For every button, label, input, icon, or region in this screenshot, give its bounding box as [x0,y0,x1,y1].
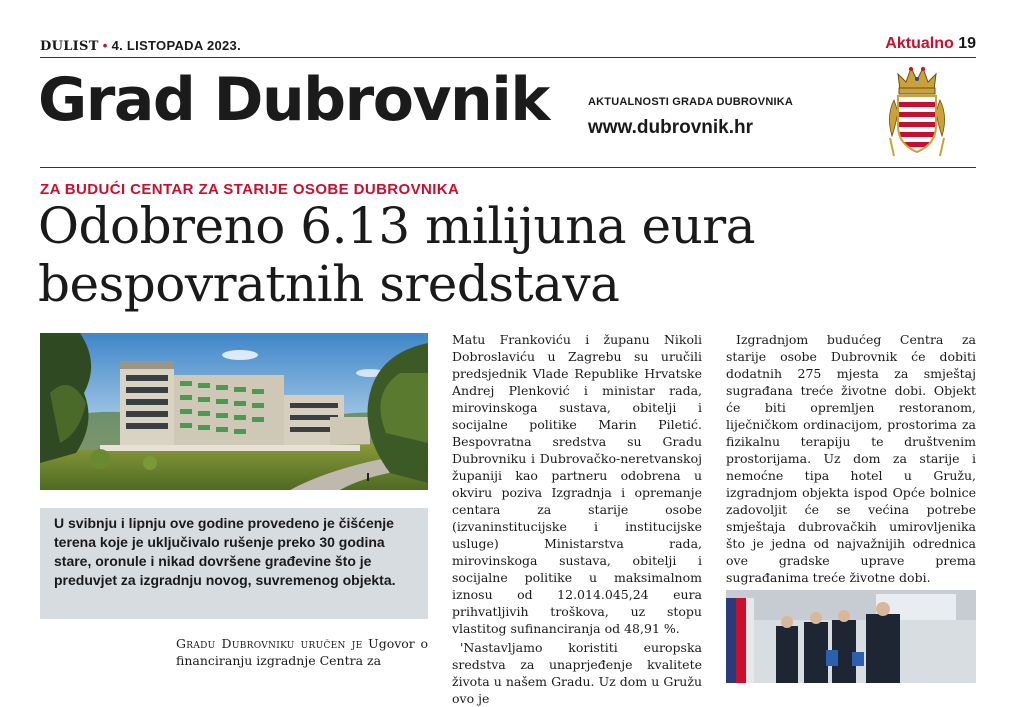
body-opening-caps: Gradu Dubrovniku uručen je [176,636,363,651]
headline-line-1: Odobreno 6.13 milijuna eura [38,197,756,255]
body-paragraph: Matu Frankoviću i županu Nikoli Dobroslaviću u Zagrebu su uručili predsjednik Vlade Republike Hrvatske Andrej Plenković i ministar rada, mirovinskoga sustava, obitelji i socijalne politike Marin Piletić. Bespovratna sredstva su Gradu Dubrovniku i Dubrovačko-neretvanskoj županiji kao partneru odobrena u okviru poziva Izgradnja i opremanje centara za starije osobe (izvaninstitucijske i institucijske usluge) Ministarstva rada, mirovinskoga sustava, obitelji i socijalne politike u maksimalnom iznosu od 12.014.045,24 eura prihvatljivih troškova, uz stopu vlastitog sufinanciranja od 48,91 %. [452,332,702,636]
contract-signing-photo [726,590,976,683]
body-opening-text: Ugovor o financiranju izgradnje Centra za [176,636,428,668]
crown-icon [898,67,936,94]
website-link[interactable]: www.dubrovnik.hr [588,117,754,138]
article-headline [38,197,938,313]
publication-name: DULIST [40,39,99,54]
section-label [885,35,976,53]
masthead-subtitle: AKTUALNOSTI GRADA DUBROVNIKA [588,96,794,108]
page-number: 19 [958,35,976,52]
lead-highlight-box [40,508,428,619]
issue-line [40,38,241,54]
separator-dot: • [102,38,108,53]
body-paragraph-quote: 'Nastavljamo koristiti europska sredstva za unaprjeđenje kvalitete života u našem Gradu. Uz dom u Gružu ovo je [452,640,702,706]
masthead-divider [40,167,976,168]
masthead-title: Grad Dubrovnik [38,65,549,135]
lead-text: U svibnju i lipnju ove godine provedeno je čišćenje terena koje je uključivalo rušenje preko 30 godina stare, oronule i nikad dovršene građevine što je preduvjet za izgradnju novog, suvremenog objekta. [54,515,396,588]
top-divider [40,57,976,58]
article-body-col-3: Izgradnjom budućeg Centra za starije osobe Dubrovnik će dobiti dodatnih 275 mjesta za smještaj sugrađana treće životne dobi. Objekt će biti opremljen restoranom, liječničkom ordinacijom, prostorima za fizikalnu terapiju te društvenim prostorijama. Uz dom za starije i nemoćne tipa hotel u Gružu, izgradnjom objekta ispod Opće bolnice zadovoljit će se većina potrebe smještaja dubrovačkih umirovljenika što je jedna od najvažnijih odrednica ove gradske uprave prema sugrađanima treće životne dobi. [726,332,976,585]
section-name: Aktualno [885,35,954,52]
article-body-col-2 [452,331,702,707]
dubrovnik-coat-of-arms-icon [886,64,948,160]
headline-line-2: bespovratnih sredstava [38,255,620,313]
article-body-col-1 [176,635,428,669]
centre-rendering-image [40,333,428,490]
issue-date: 4. LISTOPADA 2023. [111,38,241,53]
article-kicker: ZA BUDUĆI CENTAR ZA STARIJE OSOBE DUBROVNIKA [40,181,460,198]
